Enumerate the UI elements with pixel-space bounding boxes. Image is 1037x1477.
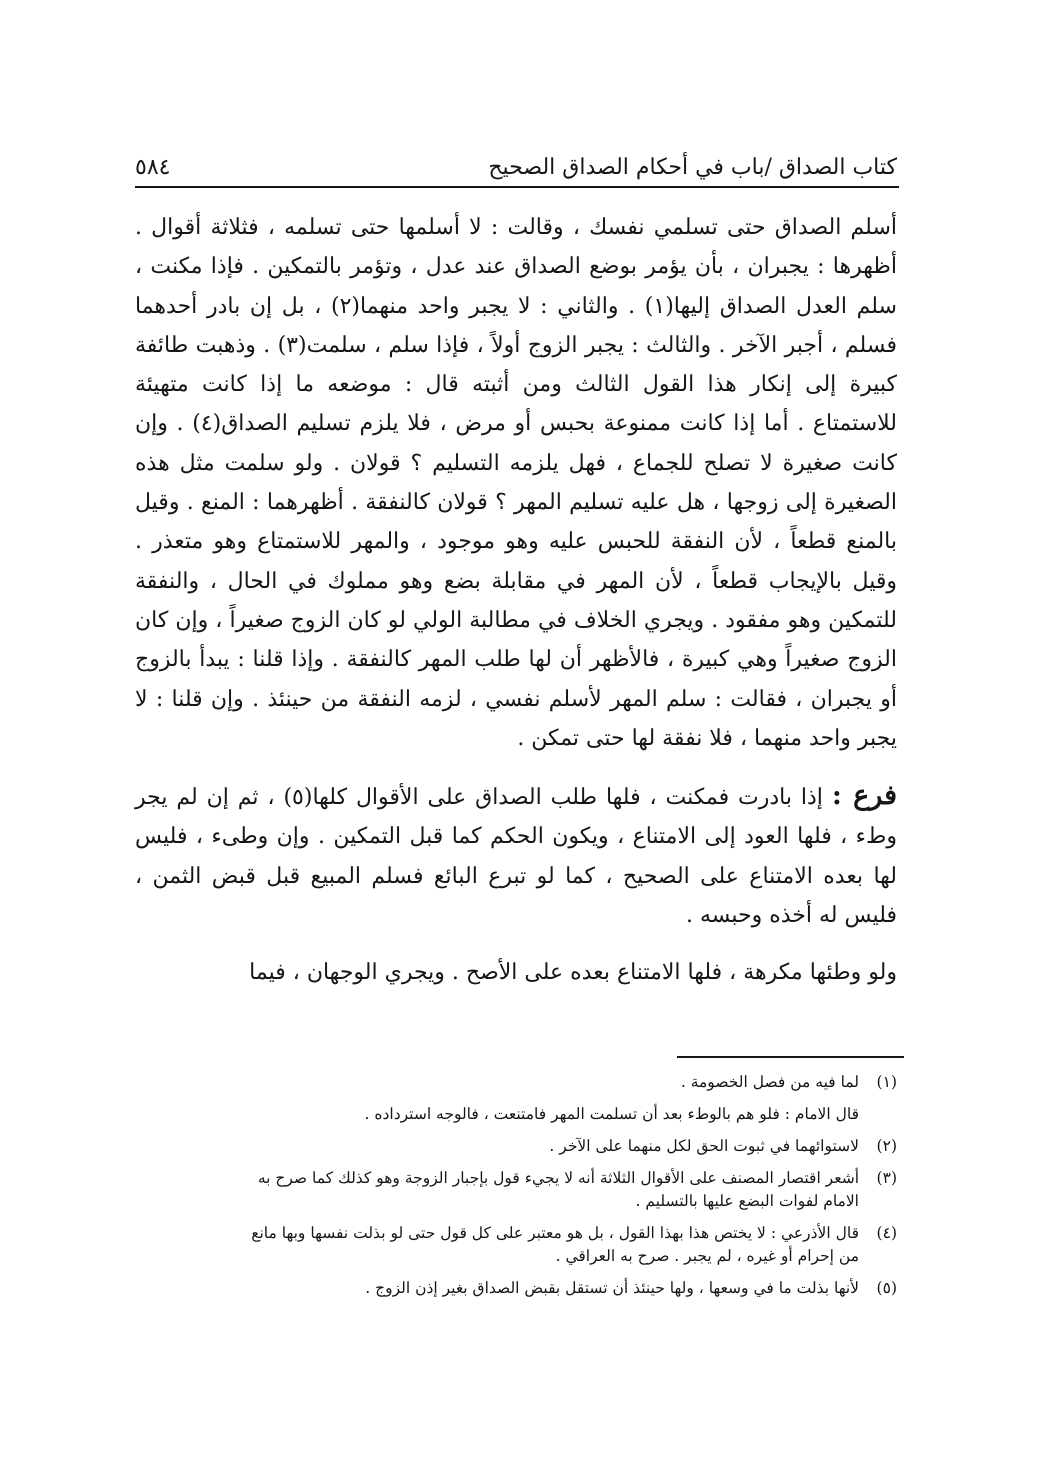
footnote-text: لأنها بذلت ما في وسعها ، ولها حينئذ أن تستقل بقبض الصداق بغير إذن الزوج . (365, 1279, 859, 1297)
footnote-line: الامام لفوات البضع عليها بالتسليم . (635, 1192, 859, 1210)
footnote-5 (135, 1277, 897, 1300)
footnote-4 (135, 1222, 897, 1268)
footnote-3 (135, 1167, 897, 1213)
footnote-1-continuation: قال الامام : فلو هم بالوطء بعد أن تسلمت المهر فامتنعت ، فالوجه استرداده . (364, 1105, 859, 1123)
footnote-1 (135, 1071, 897, 1094)
paragraph-2 (135, 776, 897, 935)
header-divider (135, 186, 899, 188)
running-title: كتاب الصداق /باب في أحكام الصداق الصحيح (488, 155, 897, 180)
footnotes (135, 1071, 897, 1309)
footnote-text: لاستوائهما في ثبوت الحق لكل منهما على الآخر . (549, 1137, 859, 1155)
footnote-number: (٥) (876, 1279, 897, 1297)
footnote-text (135, 1222, 859, 1268)
footnote-divider (677, 1056, 904, 1058)
section-heading-far: فرع : (831, 780, 898, 812)
footnote-2 (135, 1135, 897, 1158)
page-number: ٥٨٤ (135, 155, 171, 180)
footnote-text (135, 1167, 859, 1213)
paragraph-1: أسلم الصداق حتى تسلمي نفسك ، وقالت : لا أسلمها حتى تسلمه ، فثلاثة أقوال . أظهرها : يجبران ، بأن يؤمر بوضع الصداق عند عدل ، وتؤمر بالتمكين . فإذا مكنت ، سلم العدل الصداق إليها(١) . والثاني : لا يجبر واحد منهما(٢) ، بل إن بادر أحدهما فسلم ، أجبر الآخر . والثالث : يجبر الزوج أولاً ، فإذا سلم ، سلمت(٣) . وذهبت طائفة كبيرة إلى إنكار هذا القول الثالث ومن أثبته قال : موضعه ما إذا كانت متهيئة للاستمتاع . أما إذا كانت ممنوعة بحبس أو مرض ، فلا يلزم تسليم الصداق(٤) . وإن كانت صغيرة لا تصلح للجماع ، فهل يلزمه التسليم ؟ قولان . ولو سلمت مثل هذه الصغيرة إلى زوجها ، هل عليه تسليم المهر ؟ قولان كالنفقة . أظهرهما : المنع . وقيل بالمنع قطعاً ، لأن النفقة للحبس عليه وهو موجود ، والمهر للاستمتاع وهو متعذر . وقيل بالإيجاب قطعاً ، لأن المهر في مقابلة بضع وهو مملوك في الحال ، والنفقة للتمكين وهو مفقود . ويجري الخلاف في مطالبة الولي لو كان الزوج صغيراً ، وإن كان الزوج صغيراً وهي كبيرة ، فالأظهر أن لها طلب المهر كالنفقة . وإذا قلنا : يبدأ بالزوج أو يجبران ، فقالت : سلم المهر لأسلم نفسي ، لزمه النفقة من حينئذ . وإن قلنا : لا يجبر واحد منهما ، فلا نفقة لها حتى تمكن . (135, 215, 897, 751)
footnote-number: (١) (876, 1073, 897, 1091)
footnote-line: من إحرام أو غيره ، لم يجبر . صرح به العراقي . (555, 1247, 859, 1265)
paragraph-3: ولو وطئها مكرهة ، فلها الامتناع بعده على الأصح . ويجري الوجهان ، فيما (249, 960, 897, 986)
main-text (135, 208, 897, 993)
page-header (135, 140, 897, 180)
footnote-line: قال الأذرعي : لا يختص هذا بهذا القول ، بل هو معتبر على كل قول حتى لو بذلت نفسها وبها مانع (251, 1224, 859, 1242)
paragraph-2-text: إذا بادرت فمكنت ، فلها طلب الصداق على الأقوال كلها(٥) ، ثم إن لم يجر وطء ، فلها العود إلى الامتناع ، ويكون الحكم كما قبل التمكين . وإن وطىء ، فليس لها بعده الامتناع على الصحيح ، كما لو تبرع البائع فسلم المبيع قبل قبض الثمن ، فليس له أخذه وحبسه . (135, 785, 897, 929)
footnote-number: (٢) (876, 1137, 897, 1155)
footnote-text: لما فيه من فصل الخصومة . (680, 1073, 859, 1091)
footnote-number: (٤) (876, 1224, 897, 1242)
footnote-number: (٣) (876, 1169, 897, 1187)
footnote-line: أشعر اقتصار المصنف على الأقوال الثلاثة أنه لا يجيء قول بإجبار الزوجة وهو كذلك كما صرح به (257, 1169, 859, 1187)
